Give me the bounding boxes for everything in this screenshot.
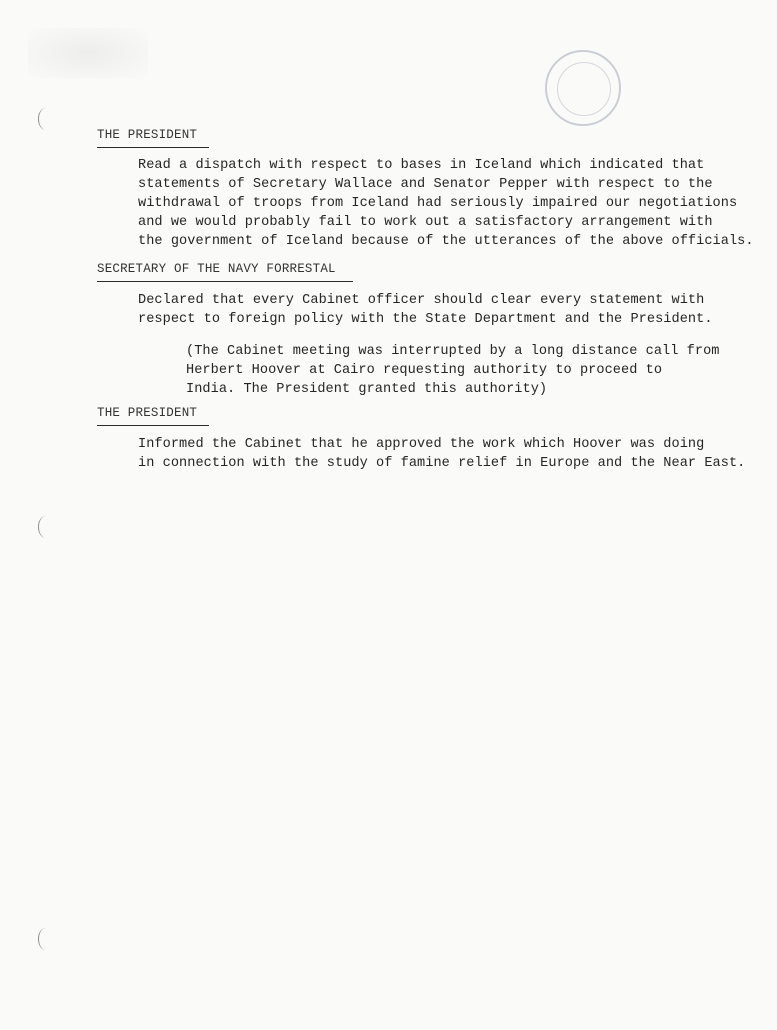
punch-hole-mark-icon xyxy=(38,516,53,538)
text-line: (The Cabinet meeting was interrupted by a long distance call from xyxy=(186,344,720,359)
section-heading-president-1: THE PRESIDENT xyxy=(97,128,198,142)
text-line: Informed the Cabinet that he approved the work which Hoover was doing xyxy=(138,437,705,452)
text-line: and we would probably fail to work out a satisfactory arrangement with xyxy=(138,215,713,230)
paragraph-cabinet-clearance xyxy=(138,291,713,329)
heading-underline xyxy=(97,147,209,148)
section-heading-president-2: THE PRESIDENT xyxy=(97,406,198,420)
paragraph-iceland-dispatch xyxy=(138,156,754,251)
text-line: Herbert Hoover at Cairo requesting authority to proceed to xyxy=(186,363,663,378)
text-line: statements of Secretary Wallace and Senator Pepper with respect to the xyxy=(138,177,713,192)
text-line: Read a dispatch with respect to bases in Iceland which indicated that xyxy=(138,158,705,173)
heading-underline xyxy=(97,281,353,282)
punch-hole-mark-icon xyxy=(38,108,53,130)
punch-hole-mark-icon xyxy=(38,928,53,950)
archives-stamp-icon xyxy=(545,50,621,126)
paragraph-famine-relief xyxy=(138,435,745,473)
heading-underline xyxy=(97,425,209,426)
text-line: India. The President granted this authority) xyxy=(186,382,548,397)
text-line: respect to foreign policy with the State Department and the President. xyxy=(138,312,713,327)
paper-smudge xyxy=(28,28,148,78)
section-heading-forrestal: SECRETARY OF THE NAVY FORRESTAL xyxy=(97,262,336,276)
text-line: withdrawal of troops from Iceland had seriously impaired our negotiations xyxy=(138,196,738,211)
text-line: the government of Iceland because of the utterances of the above officials. xyxy=(138,234,754,249)
paragraph-hoover-call-note xyxy=(186,342,720,399)
stamp-inner-ring xyxy=(557,62,611,116)
text-line: Declared that every Cabinet officer should clear every statement with xyxy=(138,293,705,308)
text-line: in connection with the study of famine relief in Europe and the Near East. xyxy=(138,456,746,471)
